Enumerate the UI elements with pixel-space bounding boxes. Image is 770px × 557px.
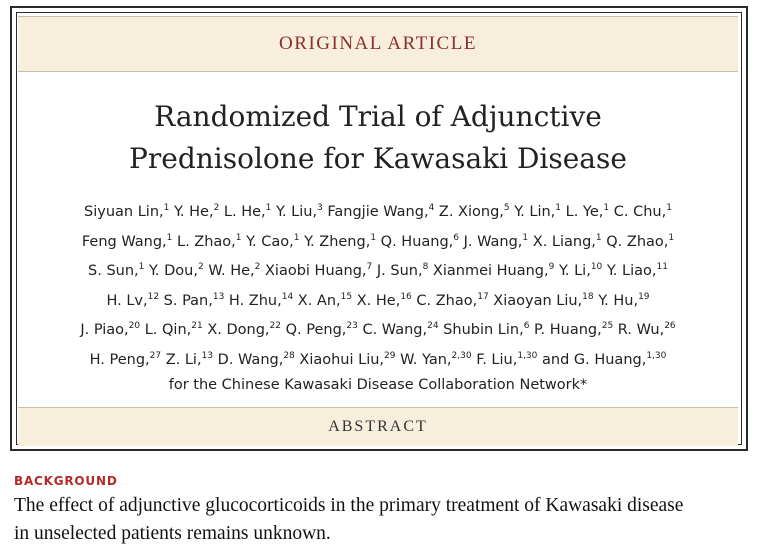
author-name: Q. Peng, <box>280 322 347 338</box>
author-name: Xiaohui Liu, <box>294 351 385 368</box>
author-line <box>18 344 738 374</box>
affiliation-number: 1 <box>370 232 377 243</box>
author-name: L. He, <box>219 204 266 220</box>
author-name: Shubin Lin, <box>438 322 524 338</box>
affiliation-number: 17 <box>477 291 489 302</box>
author-name: S. Pan, <box>159 292 213 309</box>
section-label: ORIGINAL ARTICLE <box>279 33 477 54</box>
author-name: Y. Liao, <box>602 263 657 279</box>
author-name: L. Zhao, <box>172 233 236 250</box>
affiliation-number: 25 <box>601 321 614 331</box>
affiliation-number: 1 <box>668 232 675 243</box>
author-name: X. Liang, <box>528 233 596 250</box>
affiliation-number: 1,30 <box>646 350 667 361</box>
affiliation-number: 1 <box>595 232 602 243</box>
author-line <box>18 285 738 315</box>
affiliation-number: 23 <box>346 321 358 331</box>
affiliation-number: 18 <box>582 291 594 302</box>
author-line <box>18 196 738 226</box>
author-name: C. Zhao, <box>411 292 478 309</box>
affiliation-number: 1 <box>293 232 300 243</box>
abstract-label: ABSTRACT <box>328 418 428 435</box>
author-name: J. Wang, <box>459 233 523 250</box>
author-name: H. Zhu, <box>224 292 282 309</box>
author-name: Y. Zheng, <box>299 233 371 250</box>
author-name: S. Sun, <box>88 263 139 279</box>
affiliation-number: 12 <box>147 291 160 302</box>
affiliation-number: 1 <box>555 203 562 213</box>
author-name: C. Chu, <box>609 204 667 220</box>
affiliation-number: 6 <box>523 321 530 331</box>
affiliation-number: 3 <box>317 203 323 213</box>
affiliation-number: 11 <box>656 262 668 272</box>
author-name: H. Lv, <box>106 292 148 309</box>
affiliation-number: 1 <box>666 203 672 213</box>
affiliation-number: 1,30 <box>517 350 538 361</box>
author-name: W. Yan, <box>395 351 452 368</box>
affiliation-number: 6 <box>453 232 460 243</box>
affiliation-number: 4 <box>428 203 435 213</box>
affiliation-number: 13 <box>212 291 225 302</box>
affiliation-number: 2 <box>213 203 220 213</box>
author-name: R. Wu, <box>613 322 665 338</box>
background-line-1: The effect of adjunctive glucocorticoids in the primary treatment of Kawasaki disease <box>14 495 684 516</box>
affiliation-number: 1 <box>603 203 610 213</box>
author-name: Z. Xiong, <box>434 204 504 220</box>
affiliation-number: 13 <box>201 350 214 361</box>
author-name: H. Peng, <box>89 351 150 368</box>
title-line-1: Randomized Trial of Adjunctive <box>154 100 602 133</box>
author-name: Y. He, <box>169 204 214 220</box>
author-line <box>18 373 738 399</box>
author-line <box>18 226 738 256</box>
author-name: Q. Huang, <box>376 233 454 250</box>
affiliation-number: 20 <box>128 321 141 331</box>
affiliation-number: 21 <box>191 321 203 331</box>
author-name: X. He, <box>352 292 401 309</box>
author-name: Y. Hu, <box>593 292 639 309</box>
author-name: Siyuan Lin, <box>84 204 164 220</box>
author-name: Y. Li, <box>554 263 591 279</box>
affiliation-number: 28 <box>283 350 295 361</box>
author-name: Xiaoyan Liu, <box>488 292 583 309</box>
affiliation-number: 16 <box>400 291 412 302</box>
author-name: P. Huang, <box>529 322 602 338</box>
author-line <box>18 314 738 344</box>
affiliation-number: 2 <box>254 262 261 272</box>
author-name: and G. Huang, <box>537 351 647 368</box>
author-name: Z. Li, <box>161 351 202 368</box>
affiliation-number: 22 <box>269 321 281 331</box>
author-name: Q. Zhao, <box>601 233 669 250</box>
affiliation-number: 2,30 <box>451 350 472 361</box>
author-name: J. Piao, <box>80 322 129 338</box>
author-name: L. Ye, <box>561 204 604 220</box>
affiliation-number: 1 <box>522 232 529 243</box>
affiliation-number: 8 <box>422 262 429 272</box>
affiliation-number: 2 <box>197 262 204 272</box>
author-name: Y. Dou, <box>144 263 198 279</box>
author-name: F. Liu, <box>471 351 518 368</box>
background-heading: BACKGROUND <box>14 474 118 488</box>
affiliation-number: 7 <box>366 262 373 272</box>
author-name: X. An, <box>293 292 341 309</box>
affiliation-number: 1 <box>138 262 145 272</box>
author-line <box>18 255 738 285</box>
author-name: Y. Lin, <box>509 204 556 220</box>
author-name: Y. Liu, <box>271 204 318 220</box>
author-name: Y. Cao, <box>241 233 294 250</box>
affiliation-number: 19 <box>638 291 650 302</box>
affiliation-number: 1 <box>163 203 170 213</box>
author-name: C. Wang, <box>357 322 428 338</box>
author-name: W. He, <box>203 263 255 279</box>
title-line-2: Prednisolone for Kawasaki Disease <box>129 142 627 175</box>
affiliation-number: 15 <box>340 291 353 302</box>
background-text <box>14 492 759 548</box>
author-name: Xiaobi Huang, <box>260 263 367 279</box>
affiliation-number: 1 <box>265 203 272 213</box>
author-name: L. Qin, <box>140 322 192 338</box>
affiliation-number: 26 <box>664 321 676 331</box>
article-title <box>18 96 738 180</box>
author-name: Feng Wang, <box>81 233 167 250</box>
affiliation-number: 9 <box>548 262 555 272</box>
author-name: D. Wang, <box>213 351 284 368</box>
author-name: Fangjie Wang, <box>322 204 429 220</box>
author-name: for the Chinese Kawasaki Disease Collaboration Network* <box>168 377 588 393</box>
affiliation-number: 27 <box>149 350 162 361</box>
abstract-banner <box>18 407 738 446</box>
author-name: Xianmei Huang, <box>428 263 549 279</box>
affiliation-number: 1 <box>235 232 242 243</box>
author-name: X. Dong, <box>202 322 270 338</box>
affiliation-number: 24 <box>427 321 439 331</box>
author-list <box>18 196 738 399</box>
affiliation-number: 5 <box>503 203 510 213</box>
affiliation-number: 29 <box>384 350 396 361</box>
background-line-2: in unselected patients remains unknown. <box>14 523 331 544</box>
section-banner <box>18 16 738 72</box>
author-name: J. Sun, <box>372 263 423 279</box>
affiliation-number: 10 <box>590 262 603 272</box>
affiliation-number: 14 <box>281 291 294 302</box>
affiliation-number: 1 <box>166 232 173 243</box>
